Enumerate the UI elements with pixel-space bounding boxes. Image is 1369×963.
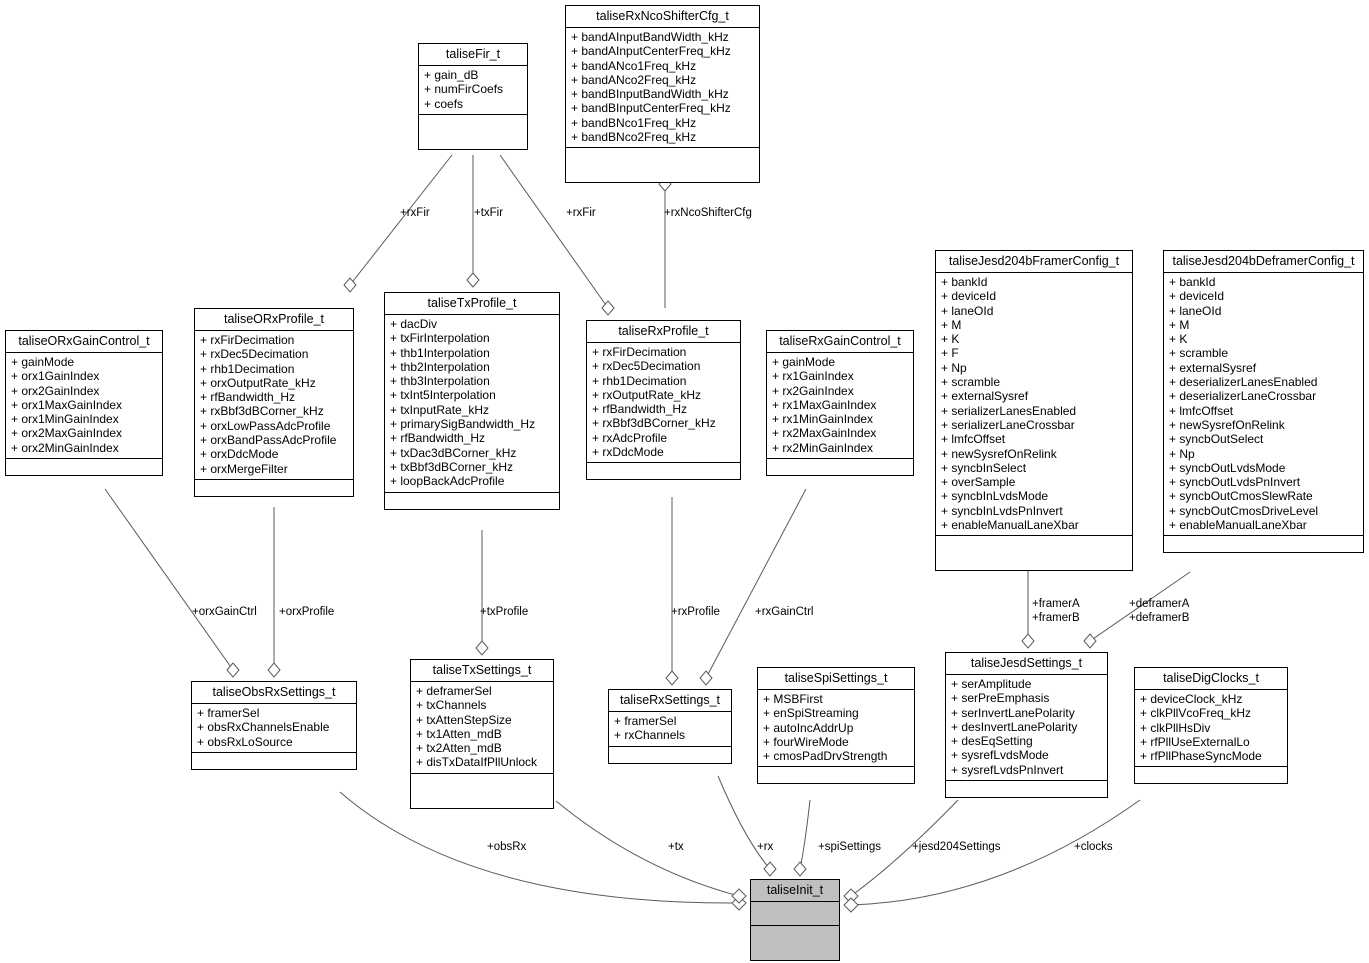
attribute: + Np [941,360,967,375]
attribute: + rxDec5Decimation [592,359,701,374]
class-operations [751,926,839,960]
edge-label-framerB: +framerB [1032,612,1080,624]
attribute: + orxLowPassAdcProfile [200,418,331,433]
attribute: + bandBNco1Freq_kHz [571,115,697,130]
attribute: + clkPllHsDiv [1140,720,1211,735]
attribute: + deserializerLanesEnabled [1169,375,1318,390]
class-title: taliseDigClocks_t [1135,668,1287,690]
attribute: + rx1GainIndex [772,369,854,384]
uml-class-taliseJesd204bFramerConfig_t[interactable] [935,250,1133,571]
class-title: taliseObsRxSettings_t [192,682,356,704]
attribute: + thb2Interpolation [390,359,490,374]
attribute: + rfBandwidth_Hz [592,402,688,417]
class-attributes [767,353,913,459]
attribute: + serPreEmphasis [951,691,1050,706]
attribute: + orx2MinGainIndex [11,440,119,455]
uml-class-taliseRxNcoShifterCfg_t[interactable] [565,5,760,183]
attribute: + externalSysref [941,389,1029,404]
attribute: + rxBbf3dBCorner_kHz [592,416,716,431]
attribute: + laneOId [941,303,994,318]
class-operations [6,459,162,475]
attribute: + M [941,317,962,332]
attribute: + tx1Atten_mdB [416,726,502,741]
attribute: + rhb1Decimation [200,361,295,376]
attribute: + orx1MinGainIndex [11,412,119,427]
attribute: + rxDdcMode [592,445,664,460]
class-title: taliseORxProfile_t [195,309,353,331]
attribute: + syncbOutSelect [1169,432,1264,447]
class-attributes [411,682,553,774]
class-attributes [936,273,1132,536]
attribute: + rhb1Decimation [592,373,687,388]
attribute: + serInvertLanePolarity [951,705,1075,720]
attribute: + desInvertLanePolarity [951,719,1078,734]
class-operations [767,459,913,475]
attribute: + bankId [941,275,988,289]
attribute: + rxFirDecimation [200,333,295,347]
attribute: + tx2Atten_mdB [416,741,502,756]
class-title: taliseTxSettings_t [411,660,553,682]
attribute: + rx1MinGainIndex [772,412,874,427]
attribute: + txAttenStepSize [416,712,512,727]
attribute: + numFirCoefs [424,82,504,97]
edge-label-txFir: +txFir [474,207,504,219]
attribute: + rxChannels [614,728,686,743]
attribute: + enableManualLaneXbar [941,518,1079,533]
class-attributes [192,704,356,753]
edge-label-txProfile: +txProfile [480,606,529,618]
edge-label-orxProfile: +orxProfile [279,606,335,618]
edge-label-deframerB: +deframerB [1129,612,1190,624]
attribute: + orxDdcMode [200,447,279,462]
attribute: + bandBInputBandWidth_kHz [571,87,729,102]
uml-class-taliseORxProfile_t[interactable] [194,308,354,497]
attribute: + bandAInputBandWidth_kHz [571,30,729,44]
edge-label-orxGainCtrl: +orxGainCtrl [192,606,257,618]
attribute: + rxFirDecimation [592,345,687,359]
attribute: + rfBandwidth_Hz [390,431,486,446]
edge-label-rxProfile: +rxProfile [671,606,720,618]
attribute: + thb1Interpolation [390,345,490,360]
attribute: + bandANco2Freq_kHz [571,72,697,87]
attribute: + syncbInLvdsPnInvert [941,503,1063,518]
edge-label-rxNcoShifterCfg: +rxNcoShifterCfg [664,207,752,219]
attribute: + enableManualLaneXbar [1169,518,1307,533]
attribute: + bandAInputCenterFreq_kHz [571,44,731,59]
class-attributes [751,902,839,926]
class-title: taliseRxProfile_t [587,321,740,343]
class-operations [419,115,527,149]
class-attributes [587,343,740,463]
uml-class-taliseObsRxSettings_t[interactable] [191,681,357,770]
uml-class-taliseRxProfile_t[interactable] [586,320,741,480]
attribute: + bankId [1169,275,1216,289]
attribute: + orx1MaxGainIndex [11,397,123,412]
edge-label-jesd204Settings: +jesd204Settings [912,841,1001,853]
attribute: + deframerSel [416,684,492,698]
attribute: + framerSel [614,714,677,728]
attribute: + desEqSetting [951,734,1033,749]
attribute: + serializerLaneCrossbar [941,417,1075,432]
class-operations [587,463,740,479]
class-attributes [609,712,731,747]
uml-class-taliseJesdSettings_t[interactable] [945,652,1108,798]
attribute: + orx2MaxGainIndex [11,426,123,441]
attribute: + enSpiStreaming [763,706,859,721]
attribute: + externalSysref [1169,360,1257,375]
attribute: + gain_dB [424,68,479,82]
class-title: taliseJesd204bDeframerConfig_t [1164,251,1363,273]
attribute: + disTxDataIfPllUnlock [416,755,538,770]
attribute: + bandBInputCenterFreq_kHz [571,101,731,116]
attribute: + gainMode [772,355,836,369]
attribute: + rx2MaxGainIndex [772,426,877,441]
class-operations [609,747,731,763]
attribute: + syncbOutCmosSlewRate [1169,489,1313,504]
class-title: taliseJesdSettings_t [946,653,1107,675]
attribute: + txChannels [416,698,487,713]
attribute: + clkPllVcoFreq_kHz [1140,706,1252,721]
edge-label-rx: +rx [757,841,774,853]
attribute: + syncbInSelect [941,460,1027,475]
attribute: + syncbOutLvdsMode [1169,460,1286,475]
attribute: + rfPllUseExternalLo [1140,734,1250,749]
uml-class-taliseSpiSettings_t[interactable] [757,667,915,784]
attribute: + cmosPadDrvStrength [763,749,888,764]
attribute: + MSBFirst [763,692,823,706]
class-title: taliseInit_t [751,880,839,902]
class-operations [566,148,759,182]
attribute: + rx2MinGainIndex [772,440,874,455]
attribute: + syncbInLvdsMode [941,489,1049,504]
attribute: + deserializerLaneCrossbar [1169,389,1317,404]
attribute: + autoIncAddrUp [763,720,854,735]
attribute: + txBbf3dBCorner_kHz [390,459,514,474]
class-operations [1164,536,1363,552]
attribute: + framerSel [197,706,260,720]
attribute: + rxOutputRate_kHz [592,387,702,402]
class-title: taliseRxSettings_t [609,690,731,712]
attribute: + txInt5Interpolation [390,388,496,403]
attribute: + obsRxLoSource [197,734,293,749]
attribute: + scramble [941,375,1001,390]
uml-class-taliseInit_t[interactable] [750,879,840,961]
edge-label-deframerA: +deframerA [1129,598,1190,610]
attribute: + orx1GainIndex [11,369,100,384]
attribute: + sysrefLvdsMode [951,748,1049,763]
class-operations [385,493,559,509]
attribute: + deviceClock_kHz [1140,692,1243,706]
attribute: + rxBbf3dBCorner_kHz [200,404,324,419]
class-attributes [385,315,559,493]
class-operations [195,480,353,496]
class-operations [936,536,1132,570]
attribute: + orxMergeFilter [200,461,288,476]
attribute: + bandANco1Freq_kHz [571,58,697,73]
class-operations [758,767,914,783]
attribute: + F [941,346,959,361]
class-attributes [1135,690,1287,767]
edge-label-rxFir-orx: +rxFir [400,207,430,219]
attribute: + syncbOutCmosDriveLevel [1169,503,1319,518]
edge-label-rxFir-rx: +rxFir [566,207,596,219]
attribute: + deviceId [941,289,997,304]
attribute: + orx2GainIndex [11,383,100,398]
edge-label-tx: +tx [668,841,684,853]
attribute: + obsRxChannelsEnable [197,720,330,735]
attribute: + bandBNco2Freq_kHz [571,130,697,145]
attribute: + newSysrefOnRelink [941,446,1057,461]
attribute: + deviceId [1169,289,1225,304]
attribute: + scramble [1169,346,1229,361]
class-attributes [566,28,759,148]
uml-class-taliseDigClocks_t[interactable] [1134,667,1288,784]
uml-class-taliseORxGainControl_t[interactable] [5,330,163,476]
uml-class-taliseTxSettings_t[interactable] [410,659,554,809]
attribute: + rxAdcProfile [592,430,668,445]
attribute: + serAmplitude [951,677,1032,691]
class-title: taliseFir_t [419,44,527,66]
attribute: + rx2GainIndex [772,383,854,398]
class-title: taliseTxProfile_t [385,293,559,315]
attribute: + rfBandwidth_Hz [200,390,296,405]
attribute: + rx1MaxGainIndex [772,397,877,412]
class-title: taliseJesd204bFramerConfig_t [936,251,1132,273]
uml-class-taliseFir_t[interactable] [418,43,528,150]
attribute: + laneOId [1169,303,1222,318]
class-attributes [1164,273,1363,536]
attribute: + loopBackAdcProfile [390,474,505,489]
attribute: + K [941,332,960,347]
uml-class-taliseJesd204bDeframerConfig_t[interactable] [1163,250,1364,553]
attribute: + syncbOutLvdsPnInvert [1169,475,1301,490]
class-attributes [758,690,914,767]
attribute: + primarySigBandwidth_Hz [390,417,536,432]
class-attributes [946,675,1107,781]
attribute: + gainMode [11,355,75,369]
class-title: taliseSpiSettings_t [758,668,914,690]
attribute: + overSample [941,475,1016,490]
edge-label-clocks: +clocks [1074,841,1113,853]
uml-class-taliseRxGainControl_t[interactable] [766,330,914,476]
class-attributes [195,331,353,480]
attribute: + lmfcOffset [1169,403,1234,418]
attribute: + M [1169,317,1190,332]
edge-label-rxGainCtrl: +rxGainCtrl [755,606,814,618]
attribute: + txInputRate_kHz [390,402,490,417]
attribute: + sysrefLvdsPnInvert [951,762,1064,777]
uml-class-taliseRxSettings_t[interactable] [608,689,732,764]
attribute: + rxDec5Decimation [200,347,309,362]
attribute: + thb3Interpolation [390,374,490,389]
attribute: + orxOutputRate_kHz [200,375,316,390]
attribute: + orxBandPassAdcProfile [200,433,337,448]
attribute: + serializerLanesEnabled [941,403,1077,418]
class-operations [946,781,1107,797]
attribute: + coefs [424,96,464,111]
class-title: taliseRxGainControl_t [767,331,913,353]
attribute: + Np [1169,446,1195,461]
attribute: + rfPllPhaseSyncMode [1140,749,1262,764]
edge-label-framerA: +framerA [1032,598,1080,610]
class-attributes [419,66,527,115]
edge-label-spiSettings: +spiSettings [818,841,881,853]
class-attributes [6,353,162,459]
attribute: + txFirInterpolation [390,331,490,346]
class-title: taliseRxNcoShifterCfg_t [566,6,759,28]
class-operations [411,774,553,808]
attribute: + txDac3dBCorner_kHz [390,445,517,460]
class-operations [192,753,356,769]
class-operations [1135,767,1287,783]
attribute: + newSysrefOnRelink [1169,417,1285,432]
attribute: + lmfcOffset [941,432,1006,447]
attribute: + fourWireMode [763,734,849,749]
edge-label-obsRx: +obsRx [487,841,527,853]
attribute: + K [1169,332,1188,347]
class-title: taliseORxGainControl_t [6,331,162,353]
attribute: + dacDiv [390,317,438,331]
uml-class-taliseTxProfile_t[interactable] [384,292,560,510]
